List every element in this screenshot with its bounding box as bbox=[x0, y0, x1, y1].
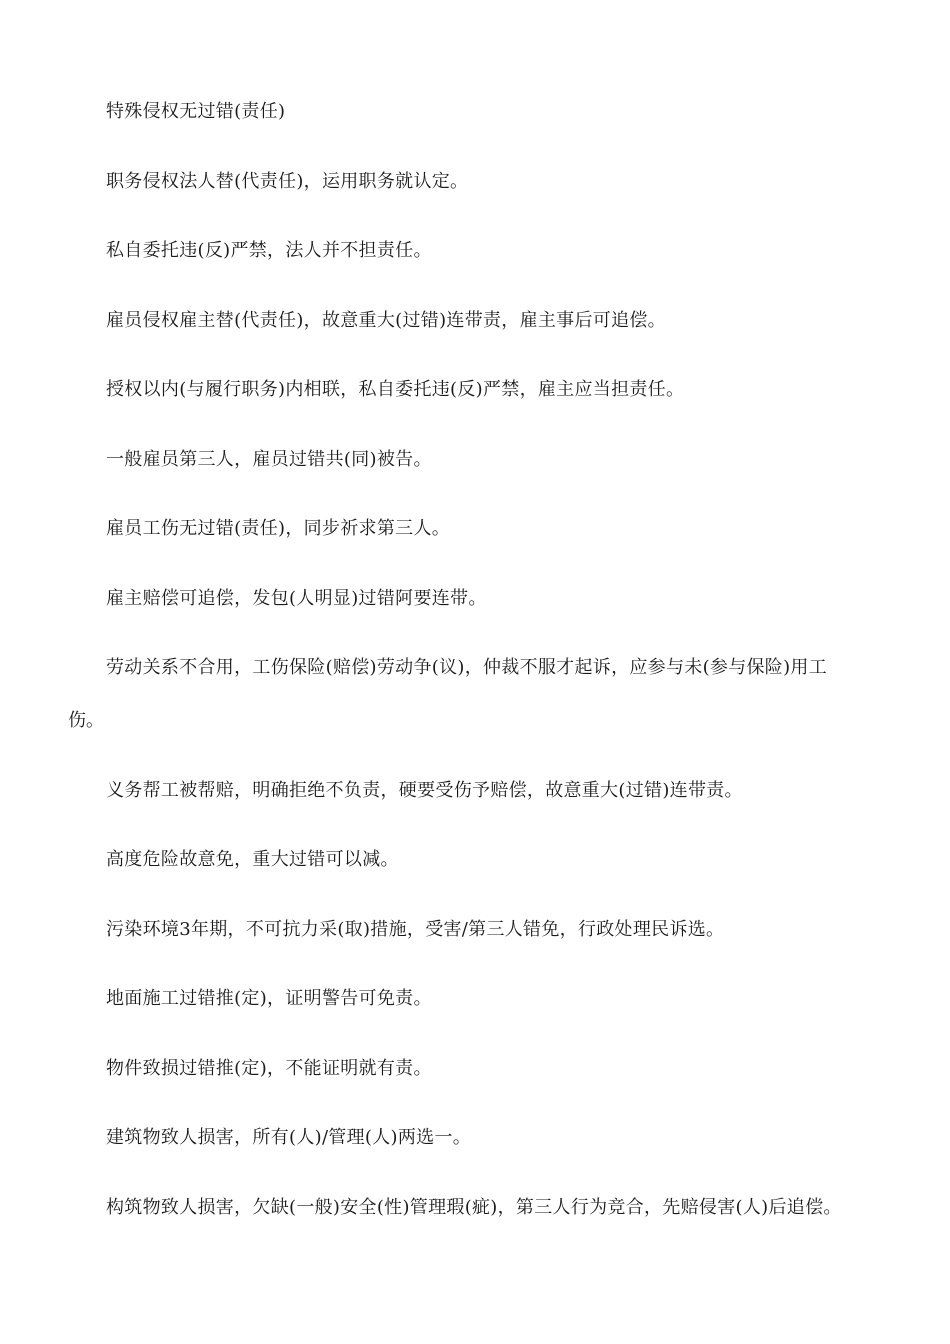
paragraph-9-continuation: 伤。 bbox=[68, 710, 104, 731]
paragraph-9: 劳动关系不合用，工伤保险(赔偿)劳动争(议)，仲裁不服才起诉，应参与未(参与保险)用工 bbox=[106, 657, 828, 678]
paragraph-11: 高度危险故意免，重大过错可以减。 bbox=[106, 849, 399, 870]
paragraph-16: 构筑物致人损害，欠缺(一般)安全(性)管理瑕(疵)，第三人行为竞合，先赔侵害(人)后追偿。 bbox=[106, 1197, 842, 1218]
paragraph-12: 污染环境3年期，不可抗力采(取)措施，受害/第三人错免，行政处理民诉选。 bbox=[106, 919, 725, 940]
paragraph-13: 地面施工过错推(定)，证明警告可免责。 bbox=[106, 988, 432, 1009]
paragraph-3: 私自委托违(反)严禁，法人并不担责任。 bbox=[106, 240, 432, 261]
paragraph-8: 雇主赔偿可追偿，发包(人明显)过错阿要连带。 bbox=[106, 588, 487, 609]
paragraph-2: 职务侵权法人替(代责任)，运用职务就认定。 bbox=[106, 171, 469, 192]
paragraph-6: 一般雇员第三人，雇员过错共(同)被告。 bbox=[106, 449, 432, 470]
paragraph-4: 雇员侵权雇主替(代责任)，故意重大(过错)连带责，雇主事后可追偿。 bbox=[106, 310, 666, 331]
paragraph-7: 雇员工伤无过错(责任)，同步祈求第三人。 bbox=[106, 518, 451, 539]
paragraph-5: 授权以内(与履行职务)内相联，私自委托违(反)严禁，雇主应当担责任。 bbox=[106, 379, 685, 400]
paragraph-14: 物件致损过错推(定)，不能证明就有责。 bbox=[106, 1058, 432, 1079]
paragraph-15: 建筑物致人损害，所有(人)/管理(人)两选一。 bbox=[106, 1127, 472, 1148]
paragraph-10: 义务帮工被帮赔，明确拒绝不负责，硬要受伤予赔偿，故意重大(过错)连带责。 bbox=[106, 780, 743, 801]
paragraph-1: 特殊侵权无过错(责任) bbox=[106, 101, 286, 122]
